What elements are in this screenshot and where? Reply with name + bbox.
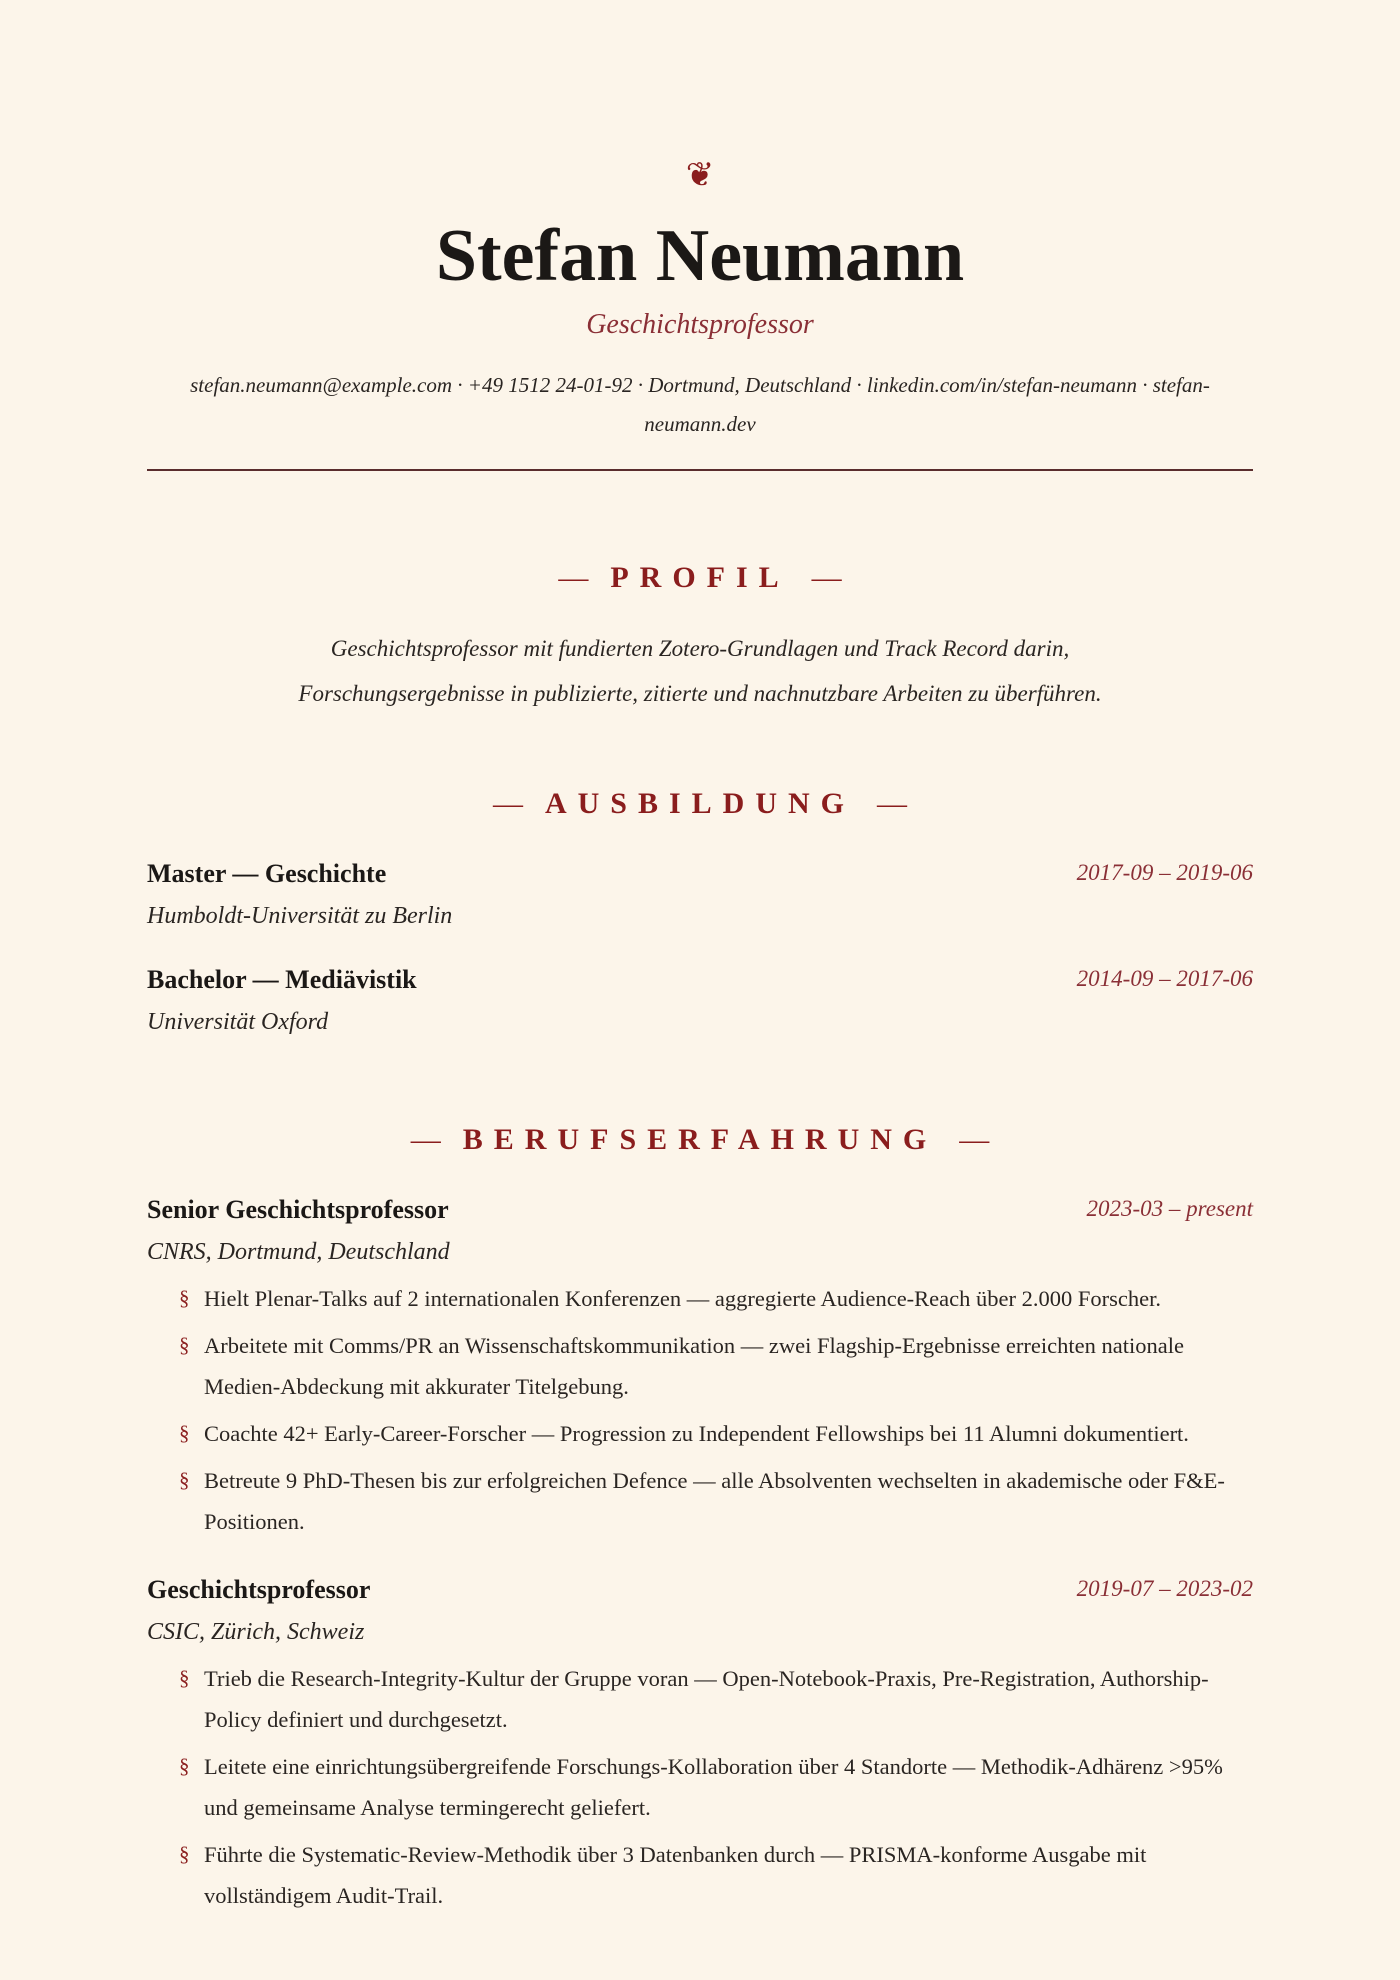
profile-summary: Geschichtsprofessor mit fundierten Zotero-Grundlagen und Track Record darin, Forschungsergebnisse in publizierte, zitierte und nachnutzbare Arbeiten zu überführen. <box>298 636 1102 706</box>
list-item <box>179 1658 1253 1740</box>
education-dates: 2014-09 – 2017-06 <box>1076 966 1253 991</box>
title-dash-left: — <box>492 787 523 820</box>
bullet-text: Leitete eine einrichtungsübergreifende Forschungs-Kollaboration über 4 Standorte — Methodik-Adhärenz >95% und gemeinsame Analyse termingerecht geliefert. <box>204 1754 1223 1820</box>
list-item <box>179 1413 1253 1454</box>
title-dash-right: — <box>877 787 908 820</box>
entry-header <box>147 1570 1253 1610</box>
section-title-profile-label: PROFIL <box>610 561 790 594</box>
job-dates: 2019-07 – 2023-02 <box>1076 1576 1253 1601</box>
education-degree: Bachelor — Mediävistik <box>147 965 417 994</box>
list-item <box>179 1746 1253 1828</box>
fleuron-icon: ❦ <box>685 155 715 195</box>
header-divider <box>147 469 1253 471</box>
bullet-text: Hielt Plenar-Talks auf 2 internationalen Konferenzen — aggregierte Audience-Reach über 2.000 Forscher. <box>204 1286 1161 1311</box>
list-item <box>179 1325 1253 1407</box>
candidate-role: Geschichtsprofessor <box>586 309 814 340</box>
title-dash-left: — <box>410 1123 441 1156</box>
education-degree: Master — Geschichte <box>147 859 387 888</box>
list-item <box>179 1834 1253 1916</box>
title-dash-left: — <box>558 561 589 594</box>
experience-entry <box>147 1190 1253 1548</box>
section-title-education <box>0 786 1400 822</box>
section-title-experience-label: BERUFSERFAHRUNG <box>462 1123 938 1156</box>
candidate-name: Stefan Neumann <box>435 215 965 297</box>
bullet-text: Coachte 42+ Early-Career-Forscher — Progression zu Independent Fellowships bei 11 Alumni dokumentiert. <box>204 1421 1189 1446</box>
section-title-education-label: AUSBILDUNG <box>544 787 856 820</box>
section-mark-icon: § <box>179 1333 190 1357</box>
achievement-list <box>147 1658 1253 1916</box>
section-mark-icon: § <box>179 1468 190 1492</box>
section-mark-icon: § <box>179 1842 190 1866</box>
bullet-text: Trieb die Research-Integrity-Kultur der Gruppe voran — Open-Notebook-Praxis, Pre-Registration, Authorship-Policy definiert und durchgesetzt. <box>204 1666 1209 1732</box>
section-mark-icon: § <box>179 1666 190 1690</box>
section-title-profile <box>0 560 1400 596</box>
job-title: Senior Geschichtsprofessor <box>147 1195 449 1224</box>
experience-entry <box>147 1570 1253 1922</box>
job-organization: CSIC, Zürich, Schweiz <box>147 1619 365 1645</box>
education-school: Universität Oxford <box>147 1009 329 1035</box>
entry-header <box>147 1190 1253 1230</box>
section-title-experience <box>0 1122 1400 1158</box>
title-dash-right: — <box>959 1123 990 1156</box>
title-dash-right: — <box>811 561 842 594</box>
bullet-text: Führte die Systematic-Review-Methodik über 3 Datenbanken durch — PRISMA-konforme Ausgabe mit vollständigem Audit-Trail. <box>204 1842 1147 1908</box>
education-entry <box>147 960 1253 1044</box>
entry-header <box>147 854 1253 894</box>
contact-line: stefan.neumann@example.com · +49 1512 24-01-92 · Dortmund, Deutschland · linkedin.com/in/stefan-neumann · stefan-neumann.dev <box>190 373 1210 436</box>
bullet-text: Arbeitete mit Comms/PR an Wissenschaftskommunikation — zwei Flagship-Ergebnisse erreichten nationale Medien-Abdeckung mit akkurater Titelgebung. <box>204 1333 1184 1399</box>
achievement-list <box>147 1278 1253 1542</box>
section-mark-icon: § <box>179 1421 190 1445</box>
list-item <box>179 1460 1253 1542</box>
section-mark-icon: § <box>179 1754 190 1778</box>
job-title: Geschichtsprofessor <box>147 1575 371 1604</box>
education-dates: 2017-09 – 2019-06 <box>1076 860 1253 885</box>
job-dates: 2023-03 – present <box>1086 1196 1253 1221</box>
education-entry <box>147 854 1253 938</box>
list-item <box>179 1278 1253 1319</box>
education-school: Humboldt-Universität zu Berlin <box>147 903 453 929</box>
job-organization: CNRS, Dortmund, Deutschland <box>147 1239 450 1265</box>
bullet-text: Betreute 9 PhD-Thesen bis zur erfolgreichen Defence — alle Absolventen wechselten in akademische oder F&E-Positionen. <box>204 1468 1225 1534</box>
entry-header <box>147 960 1253 1000</box>
section-mark-icon: § <box>179 1286 190 1310</box>
